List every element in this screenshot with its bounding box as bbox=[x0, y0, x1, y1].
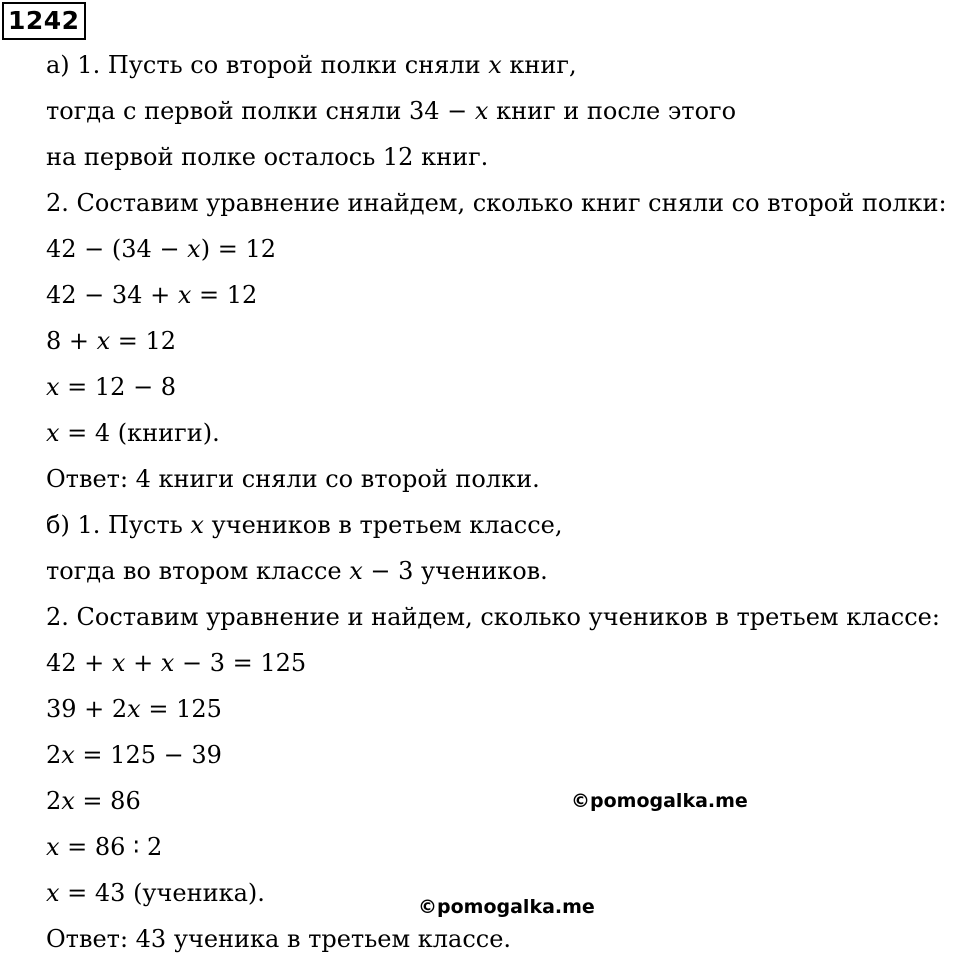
answer-line: Ответ: 43 ученика в третьем классе. bbox=[46, 925, 512, 953]
solution-text bbox=[46, 42, 958, 962]
watermark: ©pomogalka.me bbox=[418, 896, 595, 918]
solution-line: б) 1. Пусть 𝑥 учеников в третьем классе, bbox=[46, 511, 563, 539]
equation-line: 𝑥 = 86 ∶ 2 bbox=[46, 833, 163, 861]
equation-line: 2𝑥 = 86 bbox=[46, 787, 141, 815]
problem-number: 1242 bbox=[2, 2, 86, 40]
equation-line: 2𝑥 = 125 − 39 bbox=[46, 741, 222, 769]
solution-line: а) 1. Пусть со второй полки сняли 𝑥 книг, bbox=[46, 51, 577, 79]
watermark: ©pomogalka.me bbox=[571, 790, 748, 812]
solution-line: 2. Составим уравнение и найдем, сколько учеников в третьем классе: bbox=[46, 603, 940, 631]
answer-line: Ответ: 4 книги сняли со второй полки. bbox=[46, 465, 540, 493]
equation-line: 42 − 34 + 𝑥 = 12 bbox=[46, 281, 258, 309]
equation-line: 42 + 𝑥 + 𝑥 − 3 = 125 bbox=[46, 649, 307, 677]
equation-line: 42 − (34 − 𝑥) = 12 bbox=[46, 235, 276, 263]
solution-line: тогда во втором классе 𝑥 − 3 учеников. bbox=[46, 557, 548, 585]
solution-line: на первой полке осталось 12 книг. bbox=[46, 143, 489, 171]
equation-line: 𝑥 = 12 − 8 bbox=[46, 373, 177, 401]
equation-line: 𝑥 = 43 (ученика). bbox=[46, 879, 265, 907]
equation-line: 39 + 2𝑥 = 125 bbox=[46, 695, 222, 723]
equation-line: 8 + 𝑥 = 12 bbox=[46, 327, 177, 355]
solution-line: 2. Составим уравнение инайдем, сколько книг сняли со второй полки: bbox=[46, 189, 947, 217]
equation-line: 𝑥 = 4 (книги). bbox=[46, 419, 220, 447]
solution-line: тогда с первой полки сняли 34 − 𝑥 книг и после этого bbox=[46, 97, 737, 125]
